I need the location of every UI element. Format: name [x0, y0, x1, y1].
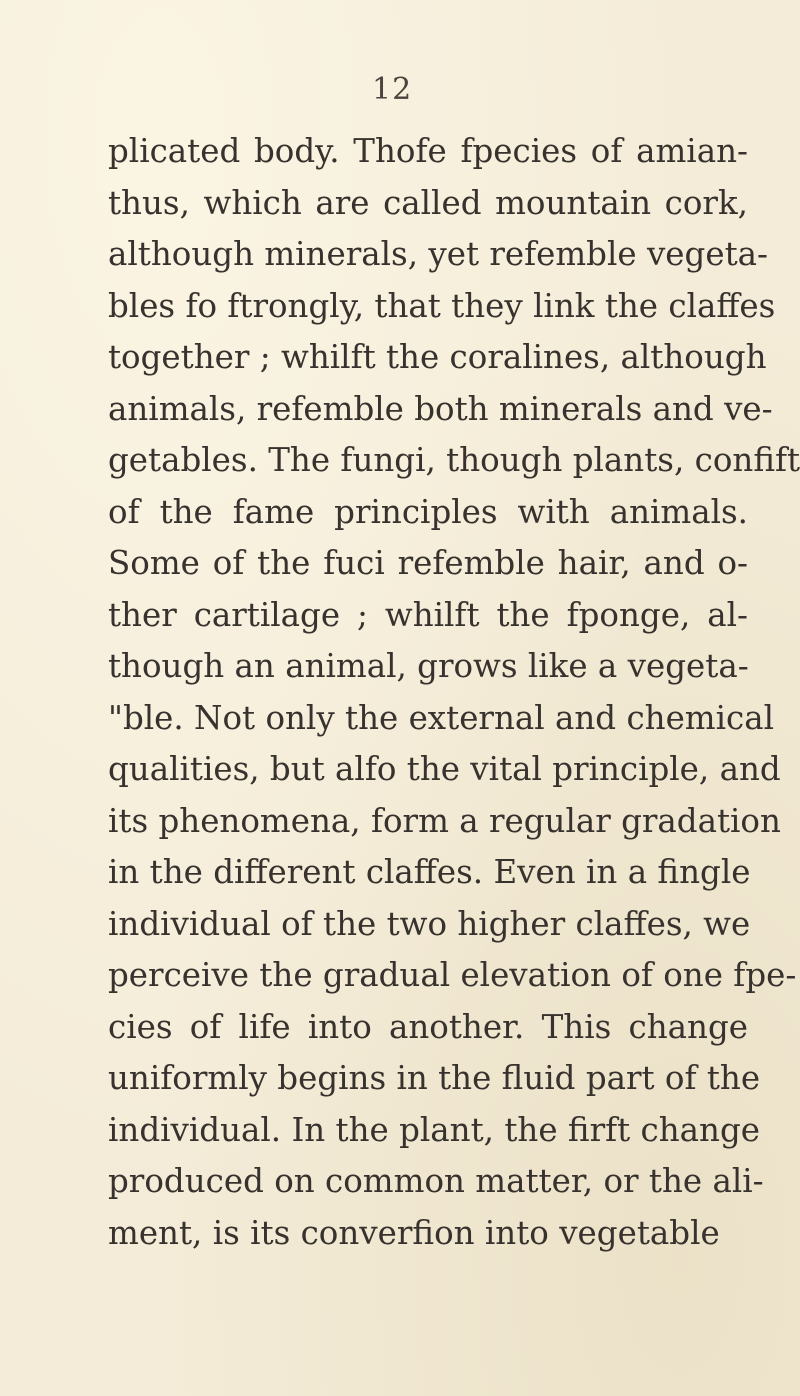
- text-line: Some of the fuci refemble hair, and o-: [108, 544, 748, 582]
- text-line: "ble. Not only the external and chemical: [108, 698, 774, 737]
- text-line: uniformly begins in the fluid part of the: [108, 1059, 761, 1097]
- text-line: perceive the gradual elevation of one fpe-: [108, 956, 797, 994]
- page-number: 12: [372, 72, 413, 107]
- text-line: individual of the two higher claffes, we: [108, 904, 751, 943]
- text-line: thus, which are called mountain cork,: [108, 183, 748, 222]
- text-line: individual. In the plant, the firft change: [108, 1110, 760, 1149]
- text-line: although minerals, yet refemble vegeta-: [108, 235, 768, 273]
- text-line: plicated body. Thofe fpecies of amian-: [108, 132, 748, 170]
- text-line: ther cartilage ; whilft the fponge, al-: [108, 595, 748, 634]
- text-line: its phenomena, form a regular gradation: [108, 801, 781, 840]
- text-line: animals, refemble both minerals and ve-: [108, 389, 773, 428]
- body-text: [108, 126, 800, 1259]
- text-line: getables. The fungi, though plants, confift: [108, 441, 800, 479]
- text-line: of the fame principles with animals.: [108, 492, 748, 531]
- text-line: qualities, but alfo the vital principle, and: [108, 750, 781, 788]
- text-line: cies of life into another. This change: [108, 1007, 748, 1046]
- text-line: produced on common matter, or the ali-: [108, 1162, 764, 1200]
- text-line: though an animal, grows like a vegeta-: [108, 647, 749, 685]
- text-line: together ; whilft the coralines, although: [108, 338, 767, 376]
- text-line: in the different claffes. Even in a fingle: [108, 853, 751, 891]
- text-line: ment, is its converfion into vegetable: [108, 1213, 720, 1252]
- text-line: bles fo ftrongly, that they link the claffes: [108, 286, 776, 325]
